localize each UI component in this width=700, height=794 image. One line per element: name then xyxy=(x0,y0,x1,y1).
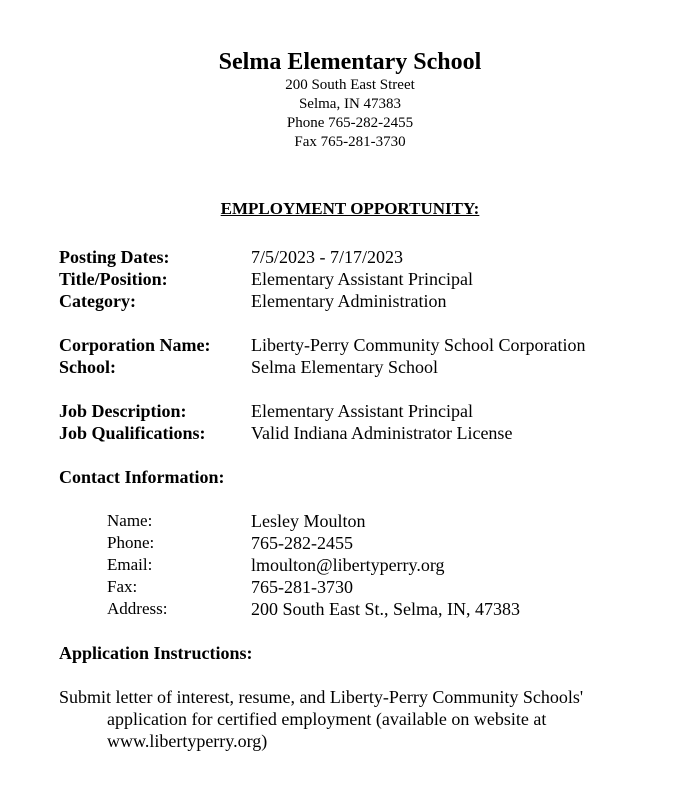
posting-dates-value: 7/5/2023 - 7/17/2023 xyxy=(251,247,403,267)
school-label: School: xyxy=(59,357,117,377)
title-position-value: Elementary Assistant Principal xyxy=(251,269,473,289)
corporation-name-label: Corporation Name: xyxy=(59,335,211,355)
contact-name-label: Name: xyxy=(107,511,153,530)
contact-name-value: Lesley Moulton xyxy=(251,511,366,531)
letterhead xyxy=(0,48,700,152)
contact-phone-label: Phone: xyxy=(107,533,155,552)
city-state-zip: Selma, IN 47383 xyxy=(298,96,402,112)
contact-information-title: Contact Information: xyxy=(59,467,225,487)
school-value: Selma Elementary School xyxy=(251,357,438,377)
document-heading: EMPLOYMENT OPPORTUNITY: xyxy=(220,199,480,218)
application-instructions-title: Application Instructions: xyxy=(59,643,253,663)
contact-fax-label: Fax: xyxy=(107,577,138,596)
category-value: Elementary Administration xyxy=(251,291,447,311)
school-name: Selma Elementary School xyxy=(218,49,482,75)
school-phone: Phone 765-282-2455 xyxy=(286,115,414,131)
contact-email-value[interactable]: lmoulton@libertyperry.org xyxy=(251,555,445,575)
job-qualifications-value: Valid Indiana Administrator License xyxy=(251,423,513,443)
application-instructions-text: Submit letter of interest, resume, and Liberty-Perry Community Schools' application for certified employment (available on website at www.libertyperry.org) xyxy=(59,687,584,751)
street-address: 200 South East Street xyxy=(285,77,415,93)
contact-address-label: Address: xyxy=(107,599,168,618)
category-label: Category: xyxy=(59,291,136,311)
contact-email-label: Email: xyxy=(107,555,153,574)
job-description-value: Elementary Assistant Principal xyxy=(251,401,473,421)
job-description-label: Job Description: xyxy=(59,401,187,421)
title-position-label: Title/Position: xyxy=(59,269,168,289)
job-qualifications-label: Job Qualifications: xyxy=(59,423,206,443)
posting-dates-label: Posting Dates: xyxy=(59,247,170,267)
contact-phone-value: 765-282-2455 xyxy=(251,533,353,553)
school-fax: Fax 765-281-3730 xyxy=(294,134,406,150)
corporation-name-value: Liberty-Perry Community School Corporation xyxy=(251,335,586,355)
contact-fax-value: 765-281-3730 xyxy=(251,577,353,597)
contact-address-value: 200 South East St., Selma, IN, 47383 xyxy=(251,599,520,619)
